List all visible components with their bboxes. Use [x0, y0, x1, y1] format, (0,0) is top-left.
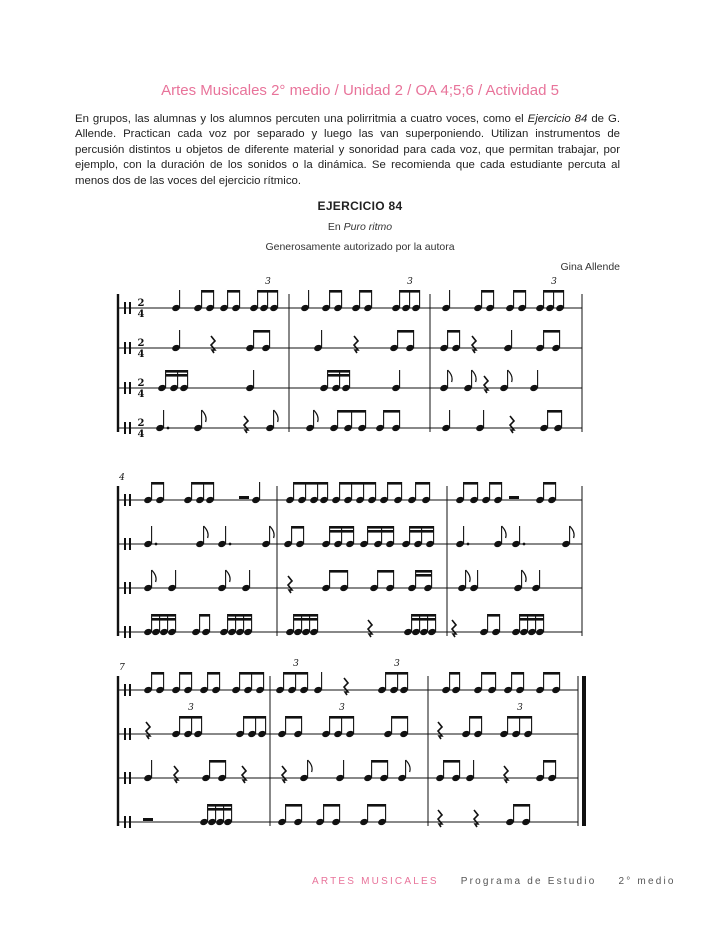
- tuplet-number: 3: [517, 703, 523, 713]
- quarter-rest: [354, 336, 358, 353]
- quarter-rest: [368, 620, 372, 637]
- note-flag: [308, 760, 313, 772]
- note-beam: [548, 410, 562, 413]
- measure-number: 4: [119, 473, 125, 483]
- augmentation-dot: [523, 543, 526, 546]
- note-flag: [406, 760, 411, 772]
- percussion-clef: [129, 422, 131, 434]
- note-flag: [570, 526, 575, 538]
- quarter-rest: [344, 678, 348, 695]
- note-beam: [284, 672, 308, 675]
- tuplet-number: 3: [339, 703, 345, 713]
- tuplet-number: 3: [293, 659, 299, 669]
- quarter-rest: [438, 722, 442, 739]
- note-beam: [294, 614, 318, 617]
- note-beam: [324, 804, 340, 807]
- quarter-rest: [438, 810, 442, 827]
- note-beam: [470, 716, 482, 719]
- quarter-rest: [288, 576, 292, 593]
- note-beam: [152, 618, 176, 621]
- augmentation-dot: [467, 543, 470, 546]
- note-flag: [448, 370, 453, 382]
- quarter-rest: [282, 766, 286, 783]
- note-beam: [482, 672, 496, 675]
- note-beam: [488, 614, 500, 617]
- note-beam: [410, 526, 434, 529]
- quarter-rest: [472, 336, 476, 353]
- note-beam: [544, 290, 564, 293]
- augmentation-dot: [167, 427, 170, 430]
- note-beam: [398, 330, 414, 333]
- percussion-clef: [124, 626, 126, 638]
- time-signature-bottom: 4: [137, 429, 145, 440]
- note-flag: [314, 410, 319, 422]
- note-beam: [330, 716, 354, 719]
- tuplet-number: 3: [551, 277, 557, 287]
- time-signature-top: 2: [137, 338, 145, 349]
- note-beam: [180, 716, 202, 719]
- note-flag: [472, 370, 477, 382]
- note-flag: [202, 410, 207, 422]
- footer-grade: 2° medio: [618, 876, 676, 887]
- footer-subject: ARTES MUSICALES: [312, 876, 439, 887]
- note-flag: [274, 410, 279, 422]
- percussion-clef: [124, 342, 126, 354]
- note-beam: [258, 290, 278, 293]
- note-beam: [416, 482, 430, 485]
- note-flag: [466, 570, 471, 582]
- quarter-rest: [484, 376, 488, 393]
- time-signature-top: 2: [137, 378, 145, 389]
- percussion-clef: [129, 494, 131, 506]
- quarter-rest: [211, 336, 215, 353]
- note-beam: [410, 530, 434, 533]
- note-beam: [514, 290, 526, 293]
- time-signature-bottom: 4: [137, 309, 145, 320]
- percussion-clef: [129, 382, 131, 394]
- time-signature-top: 2: [137, 418, 145, 429]
- note-beam: [228, 614, 252, 617]
- percussion-clef: [129, 302, 131, 314]
- note-flag: [152, 570, 157, 582]
- note-beam: [340, 482, 376, 485]
- footer-program: Programa de Estudio: [460, 876, 597, 887]
- note-beam: [412, 618, 436, 621]
- percussion-clef: [129, 538, 131, 550]
- note-beam: [330, 530, 354, 533]
- instructions-text-1: En grupos, las alumnas y los alumnos percuten una polirritmia a cuatro voces, como el: [75, 113, 528, 125]
- note-beam: [444, 760, 460, 763]
- note-beam: [330, 526, 354, 529]
- note-beam: [166, 370, 188, 373]
- note-beam: [508, 716, 532, 719]
- note-beam: [294, 482, 328, 485]
- quarter-rest: [510, 416, 514, 433]
- note-beam: [544, 482, 556, 485]
- note-beam: [294, 618, 318, 621]
- tuplet-number: 3: [394, 659, 400, 669]
- time-signature-bottom: 4: [137, 389, 145, 400]
- note-beam: [192, 482, 214, 485]
- note-beam: [152, 672, 164, 675]
- note-beam: [520, 614, 544, 617]
- exercise-credit: Generosamente autorizado por la autora: [265, 241, 455, 253]
- instructions-text-2: de G. Allende. Practican cada voz por separado y luego las van superponiendo. Utilizan instrumentos de percusión distintos u objetos de diferente material y sonoridad para cada voz, que permitan trabajar, por ejemplo, con la duración de los sonidos o la dinámica. Se recomienda que cada estudiante percuta al menos dos de las voces del ejercicio rítmico.: [75, 113, 620, 187]
- note-beam: [482, 290, 494, 293]
- note-beam: [514, 804, 530, 807]
- quarter-rest: [452, 620, 456, 637]
- note-beam: [392, 716, 408, 719]
- percussion-clef: [124, 422, 126, 434]
- percussion-clef: [124, 494, 126, 506]
- time-signature-top: 2: [137, 298, 145, 309]
- note-beam: [292, 526, 304, 529]
- quarter-rest: [146, 722, 150, 739]
- percussion-clef: [129, 772, 131, 784]
- note-beam: [512, 672, 524, 675]
- percussion-clef: [124, 728, 126, 740]
- quarter-rest: [474, 810, 478, 827]
- note-beam: [328, 374, 350, 377]
- tuplet-number: 3: [407, 277, 413, 287]
- note-beam: [202, 290, 214, 293]
- note-flag: [522, 570, 527, 582]
- source-book: Puro ritmo: [343, 221, 393, 233]
- percussion-clef: [124, 382, 126, 394]
- note-beam: [412, 614, 436, 617]
- source-prefix: En: [327, 221, 344, 233]
- percussion-clef: [124, 538, 126, 550]
- quarter-rest: [174, 766, 178, 783]
- note-beam: [544, 672, 560, 675]
- quarter-rest: [242, 766, 246, 783]
- page-title: Artes Musicales 2° medio / Unidad 2 / OA 4;5;6 / Actividad 5: [161, 82, 559, 99]
- final-barline: [582, 676, 586, 826]
- note-flag: [204, 526, 209, 538]
- percussion-clef: [129, 684, 131, 696]
- note-beam: [386, 672, 408, 675]
- note-beam: [228, 618, 252, 621]
- percussion-clef: [129, 728, 131, 740]
- note-beam: [210, 760, 226, 763]
- note-beam: [166, 374, 188, 377]
- percussion-clef: [124, 582, 126, 594]
- note-beam: [368, 526, 394, 529]
- note-beam: [208, 804, 232, 807]
- augmentation-dot: [155, 543, 158, 546]
- note-beam: [400, 290, 420, 293]
- note-beam: [416, 570, 432, 573]
- note-flag: [226, 570, 231, 582]
- note-beam: [388, 482, 402, 485]
- note-beam: [228, 290, 240, 293]
- percussion-clef: [124, 684, 126, 696]
- note-beam: [338, 410, 366, 413]
- percussion-clef: [124, 772, 126, 784]
- note-beam: [544, 760, 556, 763]
- quarter-rest: [504, 766, 508, 783]
- note-beam: [330, 290, 342, 293]
- half-rest: [143, 818, 153, 821]
- half-rest: [509, 496, 519, 499]
- composer-name: Gina Allende: [560, 261, 620, 273]
- note-beam: [244, 716, 266, 719]
- note-beam: [286, 716, 302, 719]
- note-beam: [416, 574, 432, 577]
- percussion-clef: [129, 626, 131, 638]
- note-beam: [240, 672, 264, 675]
- percussion-clef: [129, 342, 131, 354]
- measure-number: 7: [119, 663, 125, 673]
- note-beam: [448, 330, 460, 333]
- note-beam: [152, 482, 164, 485]
- half-rest: [239, 496, 249, 499]
- note-beam: [328, 370, 350, 373]
- percussion-clef: [129, 582, 131, 594]
- quarter-rest: [244, 416, 248, 433]
- exercise-reference: Ejercicio 84: [527, 113, 588, 125]
- percussion-clef: [124, 816, 126, 828]
- note-beam: [464, 482, 478, 485]
- percussion-clef: [129, 816, 131, 828]
- note-flag: [502, 526, 507, 538]
- note-beam: [520, 618, 544, 621]
- note-beam: [254, 330, 270, 333]
- note-beam: [450, 672, 460, 675]
- note-beam: [286, 804, 302, 807]
- note-beam: [368, 530, 394, 533]
- tuplet-number: 3: [265, 277, 271, 287]
- note-beam: [490, 482, 502, 485]
- note-beam: [384, 410, 400, 413]
- note-beam: [372, 760, 388, 763]
- note-beam: [544, 330, 560, 333]
- note-beam: [208, 672, 220, 675]
- note-beam: [330, 570, 348, 573]
- exercise-title: EJERCICIO 84: [317, 199, 403, 213]
- time-signature-bottom: 4: [137, 349, 145, 360]
- note-beam: [200, 614, 210, 617]
- note-flag: [270, 526, 275, 538]
- note-beam: [208, 808, 232, 811]
- note-beam: [378, 570, 394, 573]
- note-beam: [152, 614, 176, 617]
- note-beam: [180, 672, 192, 675]
- note-beam: [368, 804, 386, 807]
- note-beam: [360, 290, 372, 293]
- percussion-clef: [124, 302, 126, 314]
- page-footer: [312, 876, 676, 887]
- augmentation-dot: [229, 543, 232, 546]
- tuplet-number: 3: [188, 703, 194, 713]
- note-flag: [508, 370, 512, 382]
